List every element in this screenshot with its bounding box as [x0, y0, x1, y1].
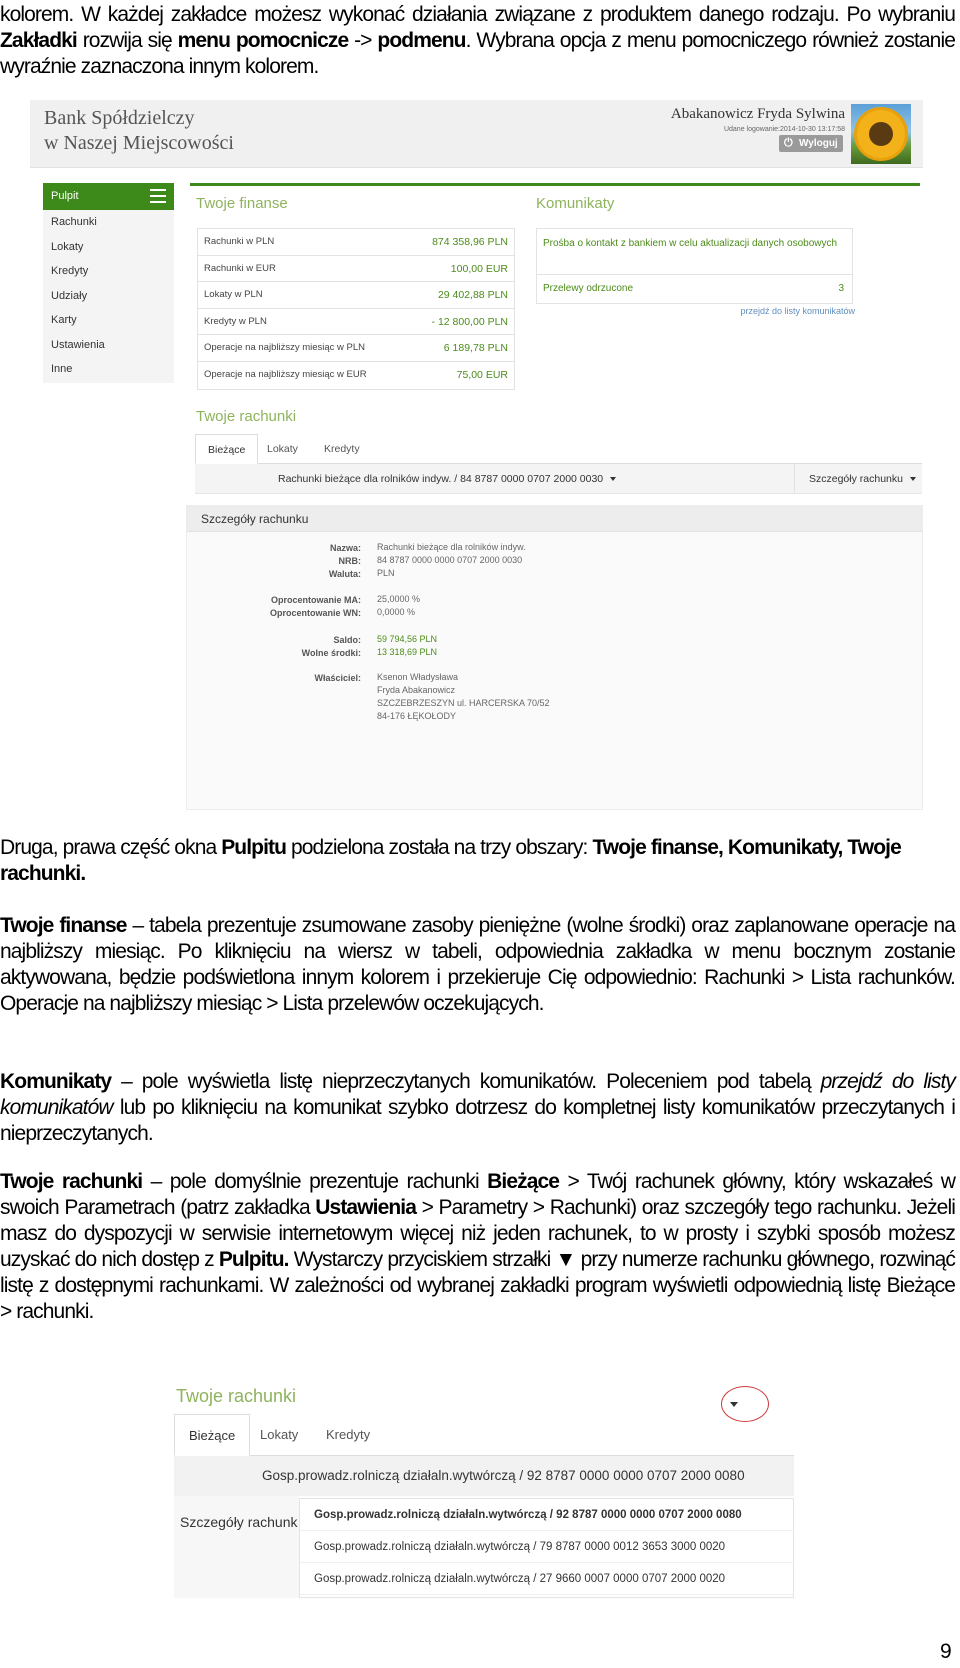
account-details-panel	[186, 505, 923, 810]
accounts-tabs	[174, 1414, 794, 1456]
account-select-bar	[195, 464, 922, 494]
page-number: 9	[940, 1640, 952, 1663]
accounts-tabs	[195, 434, 922, 464]
accounts-title: Twoje rachunki	[196, 408, 297, 425]
caret-down-icon[interactable]	[730, 1402, 738, 1407]
avatar	[851, 104, 911, 164]
hamburger-icon[interactable]	[150, 189, 166, 203]
side-menu-item[interactable]: Udziały	[51, 289, 88, 302]
user-name: Abakanowicz Fryda Sylwina	[670, 106, 845, 122]
tab-biezace[interactable]: Bieżące	[174, 1414, 250, 1456]
detail-value: 13 318,69 PLN	[377, 647, 438, 657]
detail-label: Nazwa:	[329, 543, 361, 553]
detail-value: PLN	[377, 568, 395, 578]
finance-row[interactable]: Rachunki w EUR 100,00 EUR	[198, 256, 514, 283]
message-count: 3	[838, 283, 844, 294]
detail-value: 84 8787 0000 0000 0707 2000 0030	[377, 555, 523, 565]
owner-line: Ksenon Władysława	[377, 672, 459, 682]
owner-line: 84-176 ŁĘKOŁODY	[377, 711, 457, 721]
dashboard-screenshot	[30, 100, 923, 810]
detail-label: Waluta:	[328, 569, 361, 579]
side-menu-item[interactable]: Rachunki	[51, 216, 97, 228]
detail-label: Właściciel:	[314, 673, 361, 683]
paragraph-messages: Komunikaty – pole wyświetla listę nieprzeczytanych komunikatów. Poleceniem pod tabelą przejdź do listy komunikatów lub po kliknięciu na komunikat szybko dotrzesz do kompletnej listy komunikatów przeczytanych i nieprzeczytanych.	[0, 1070, 955, 1145]
message-item[interactable]: Przelewy odrzucone 3	[537, 275, 852, 303]
account-select[interactable]: Rachunki bieżące dla rolników indyw. / 84 8787 0000 0707 2000 0030	[278, 464, 616, 494]
intro-paragraph: kolorem. W każdej zakładce możesz wykonać działania związane z produktem danego rodzaju. Po wybraniu Zakładki rozwija się menu pomocnicze -> podmenu. Wybrana opcja z menu pomocniczego również zostanie wyraźnie zaznaczona innym kolorem.	[0, 3, 956, 78]
side-menu-item[interactable]: Inne	[51, 363, 73, 375]
detail-label: Saldo:	[333, 635, 361, 645]
tab-kredyty[interactable]: Kredyty	[324, 443, 360, 455]
account-details-panel	[174, 1496, 299, 1598]
account-select-bar	[174, 1456, 794, 1496]
side-menu-item-pulpit[interactable]: Pulpit	[43, 183, 174, 210]
account-select[interactable]: Gosp.prowadz.rolniczą działaln.wytwórczą / 92 8787 0000 0000 0707 2000 0080	[262, 1468, 745, 1483]
tab-kredyty[interactable]: Kredyty	[326, 1427, 371, 1442]
detail-value: 25,0000 %	[377, 594, 421, 604]
detail-label: Wolne środki:	[301, 648, 361, 658]
side-menu-item[interactable]: Ustawienia	[51, 338, 105, 351]
account-details-button[interactable]: Szczegóły rachunku	[794, 464, 922, 494]
accounts-title: Twoje rachunki	[176, 1386, 297, 1406]
detail-label: NRB:	[338, 556, 361, 566]
caret-down-icon[interactable]	[610, 477, 616, 481]
dropdown-option[interactable]: Gosp.prowadz.rolniczą działaln.wytwórczą / 79 8787 0000 0012 3653 3000 0020	[300, 1531, 793, 1563]
bank-header	[30, 100, 923, 168]
detail-value: 0,0000 %	[377, 607, 416, 617]
accounts-dropdown-screenshot	[174, 1380, 794, 1598]
finance-row[interactable]: Rachunki w PLN 874 358,96 PLN	[198, 229, 514, 256]
messages-list-link[interactable]: przejdź do listy komunikatów	[740, 306, 855, 316]
paragraph-areas: Druga, prawa część okna Pulpitu podzielona została na trzy obszary: Twoje finanse, Komunikaty, Twoje rachunki.	[0, 836, 901, 885]
account-details-title: Szczegóły rachunk	[180, 1514, 298, 1530]
finance-row[interactable]: Kredyty w PLN - 12 800,00 PLN	[198, 309, 514, 336]
side-menu	[43, 183, 174, 383]
owner-line: Fryda Abakanowicz	[377, 685, 456, 695]
finance-row[interactable]: Lokaty w PLN 29 402,88 PLN	[198, 282, 514, 309]
paragraph-accounts: Twoje rachunki – pole domyślnie prezentuje rachunki Bieżące > Twój rachunek główny, który wskazałeś w swoich Parametrach (patrz zakładka Ustawienia > Parametry > Rachunki) oraz szczegóły tego rachunku. Jeżeli masz do dyspozycji w serwisie internetowym więcej niż jeden rachunek, to w prosty i szybki sposób możesz uzyskać do nich dostęp z Pulpitu. Wystarczy przyciskiem strzałki ▼ przy numerze rachunku głównego, rozwinąć listę z dostępnymi rachunkami. W zależności od wybranej zakładki program wyświetli odpowiednią listę Bieżące > rachunki.	[0, 1170, 955, 1323]
dropdown-option[interactable]: Gosp.prowadz.rolniczą działaln.wytwórczą / 27 9660 0007 0000 0707 2000 0020	[300, 1563, 793, 1595]
detail-label: Oprocentowanie WN:	[269, 608, 361, 618]
side-menu-item[interactable]: Lokaty	[51, 240, 84, 253]
content-top-bar	[190, 183, 920, 186]
finance-row[interactable]: Operacje na najbliższy miesiąc w EUR 75,00 EUR	[204, 368, 508, 381]
message-item[interactable]: Prośba o kontakt z bankiem w celu aktualizacji danych osobowych	[537, 229, 852, 275]
paragraph-finances: Twoje finanse – tabela prezentuje zsumowane zasoby pieniężne (wolne środki) oraz zaplanowane operacje na najbliższy miesiąc. Po kliknięciu na wiersz w tabeli, odpowiednia zakładka w menu bocznym zostanie aktywowana, będzie podświetlona innym kolorem i przekieruje Cię odpowiednio: Rachunki > Lista rachunków. Operacje na najbliższy miesiąc > Lista przelewów oczekujących.	[0, 914, 955, 1015]
account-dropdown	[299, 1498, 794, 1598]
finance-row[interactable]: Operacje na najbliższy miesiąc w PLN 6 189,78 PLN	[198, 335, 514, 362]
dropdown-option[interactable]: Gosp.prowadz.rolniczą działaln.wytwórczą / 92 8787 0000 0000 0707 2000 0080	[300, 1499, 793, 1531]
bank-name: Bank Spółdzielczy w Naszej Miejscowości	[44, 107, 234, 154]
finances-title: Twoje finanse	[196, 195, 288, 212]
detail-value: 59 794,56 PLN	[377, 634, 438, 644]
owner-line: SZCZEBRZESZYN ul. HARCERSKA 70/52	[377, 698, 550, 708]
tab-biezace[interactable]: Bieżące	[195, 434, 258, 464]
last-login: Udane logowanie:2014-10-30 13:17:58	[723, 126, 845, 133]
tab-lokaty[interactable]: Lokaty	[267, 443, 298, 455]
power-icon: ⏻	[784, 137, 793, 149]
side-menu-item[interactable]: Karty	[51, 314, 77, 326]
messages-title: Komunikaty	[536, 195, 615, 212]
highlight-circle	[721, 1386, 769, 1422]
messages-table	[536, 228, 853, 304]
account-details-title: Szczegóły rachunku	[187, 506, 922, 532]
detail-label: Oprocentowanie MA:	[270, 595, 361, 605]
tab-lokaty[interactable]: Lokaty	[260, 1427, 299, 1442]
logout-button[interactable]: ⏻ Wyloguj	[779, 135, 843, 152]
caret-down-icon	[910, 477, 916, 481]
finances-table	[197, 228, 515, 390]
detail-value: Rachunki bieżące dla rolników indyw.	[377, 542, 526, 552]
side-menu-item[interactable]: Kredyty	[51, 265, 89, 277]
